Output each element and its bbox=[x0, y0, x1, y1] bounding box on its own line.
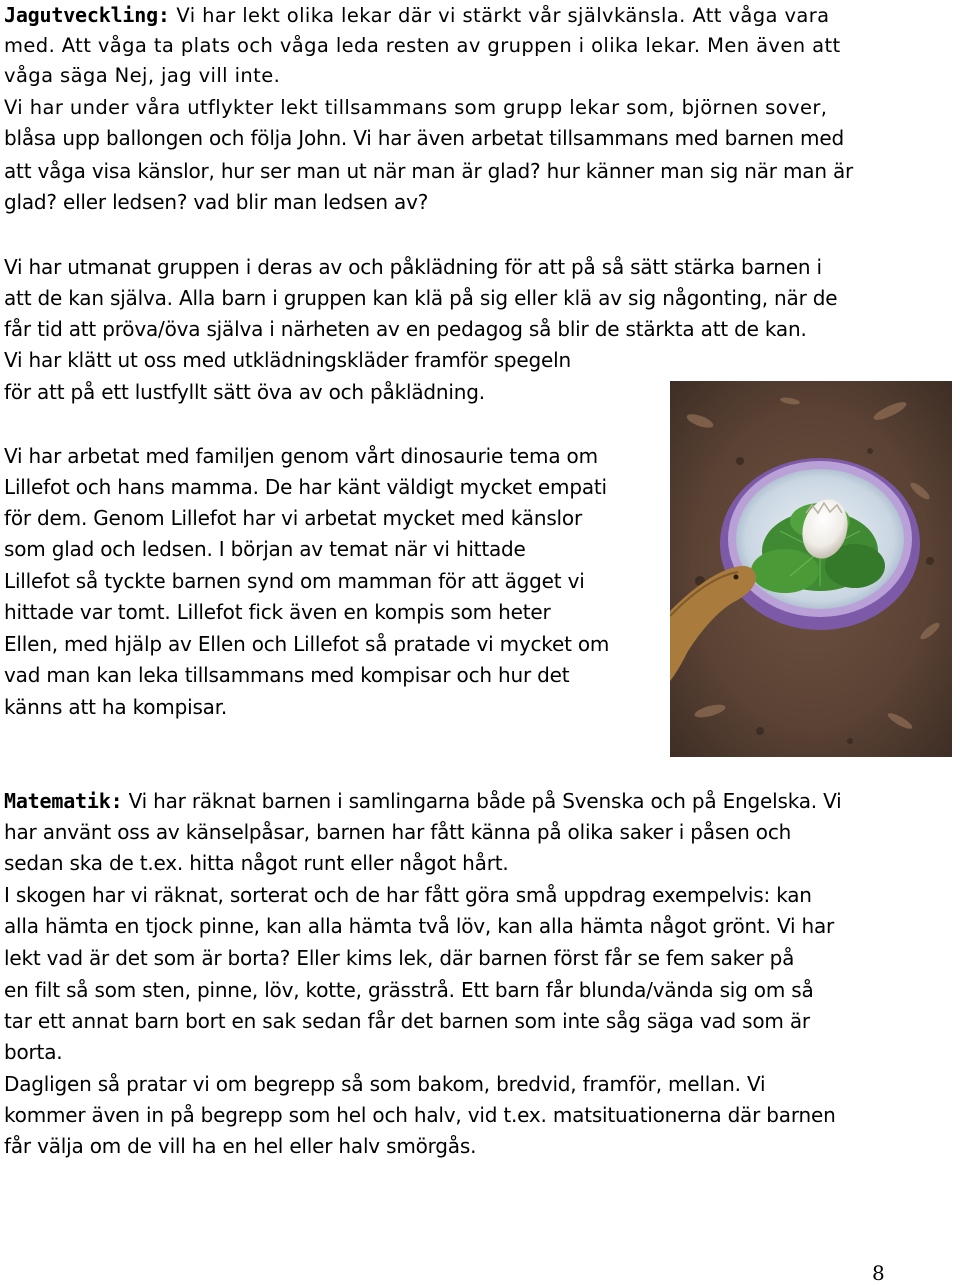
matematik-line-5: alla hämta en tjock pinne, kan alla hämta två löv, kan alla hämta något grönt. Vi har bbox=[4, 914, 835, 938]
matematik-line-8: tar ett annat barn bort en sak sedan får det barnen som inte såg säga vad som är bbox=[4, 1009, 810, 1033]
lillefot-line-7: Ellen, med hjälp av Ellen och Lillefot så pratade vi mycket om bbox=[4, 632, 610, 656]
matematik-line-11: kommer även in på begrepp som hel och halv, vid t.ex. matsituationerna där barnen bbox=[4, 1103, 836, 1127]
lillefot-line-5: Lillefot så tyckte barnen synd om mamman för att ägget vi bbox=[4, 569, 585, 593]
lillefot-line-1: Vi har arbetat med familjen genom vårt dinosaurie tema om bbox=[4, 444, 598, 468]
matematik-line-4: I skogen har vi räknat, sorterat och de har fått göra små uppdrag exempelvis: kan bbox=[4, 883, 812, 907]
jagutveckling-line-3: våga säga Nej, jag vill inte. bbox=[4, 64, 281, 87]
lillefot-line-6: hittade var tomt. Lillefot fick även en kompis som heter bbox=[4, 600, 551, 624]
matematik-line-12: får välja om de vill ha en hel eller halv smörgås. bbox=[4, 1134, 477, 1158]
lillefot-line-2: Lillefot och hans mamma. De har känt väldigt mycket empati bbox=[4, 475, 607, 499]
jagutveckling-label: Jagutveckling: bbox=[4, 3, 170, 27]
dinosaur-egg-photo bbox=[670, 381, 952, 757]
jagutveckling-line-2: med. Att våga ta plats och våga leda resten av gruppen i olika lekar. Men även att bbox=[4, 34, 841, 57]
paklädning-line-2: att de kan själva. Alla barn i gruppen kan klä på sig eller klä av sig någonting, när de bbox=[4, 286, 838, 310]
matematik-line-7: en filt så som sten, pinne, löv, kotte, grässtrå. Ett barn får blunda/vända sig om så bbox=[4, 978, 814, 1002]
page-number: 8 bbox=[872, 1261, 885, 1285]
paklädning-line-1: Vi har utmanat gruppen i deras av och påklädning för att på så sätt stärka barnen i bbox=[4, 255, 822, 279]
paklädning-line-5: för att på ett lustfyllt sätt öva av och påklädning. bbox=[4, 380, 485, 404]
lillefot-line-8: vad man kan leka tillsammans med kompisar och hur det bbox=[4, 663, 570, 687]
paklädning-line-4: Vi har klätt ut oss med utklädningskläder framför spegeln bbox=[4, 348, 571, 372]
matematik-label: Matematik: bbox=[4, 789, 123, 813]
jagutveckling-line-1: Jagutveckling: Vi har lekt olika lekar där vi stärkt vår självkänsla. Att våga vara bbox=[4, 3, 830, 27]
matematik-line-10: Dagligen så pratar vi om begrepp så som bakom, bredvid, framför, mellan. Vi bbox=[4, 1072, 766, 1096]
jagutveckling-line-4: Vi har under våra utflykter lekt tillsammans som grupp lekar som, björnen sover, bbox=[4, 96, 828, 119]
jagutveckling-line-6: att våga visa känslor, hur ser man ut när man är glad? hur känner man sig när man är bbox=[4, 159, 854, 183]
lillefot-line-3: för dem. Genom Lillefot har vi arbetat mycket med känslor bbox=[4, 506, 582, 530]
paklädning-line-3: får tid att pröva/öva själva i närheten av en pedagog så blir de stärkta att de kan. bbox=[4, 317, 807, 341]
jagutveckling-line-5: blåsa upp ballongen och följa John. Vi har även arbetat tillsammans med barnen med bbox=[4, 126, 844, 150]
jagutveckling-line-7: glad? eller ledsen? vad blir man ledsen av? bbox=[4, 190, 429, 214]
matematik-line-9: borta. bbox=[4, 1040, 63, 1064]
matematik-line-2: har använt oss av känselpåsar, barnen har fått känna på olika saker i påsen och bbox=[4, 820, 792, 844]
matematik-line-3: sedan ska de t.ex. hitta något runt eller något hårt. bbox=[4, 851, 509, 875]
lillefot-line-9: känns att ha kompisar. bbox=[4, 695, 228, 719]
matematik-line-6: lekt vad är det som är borta? Eller kims lek, där barnen först får se fem saker på bbox=[4, 946, 795, 970]
matematik-line-1: Matematik: Vi har räknat barnen i samlingarna både på Svenska och på Engelska. Vi bbox=[4, 789, 842, 813]
lillefot-line-4: som glad och ledsen. I början av temat när vi hittade bbox=[4, 537, 526, 561]
